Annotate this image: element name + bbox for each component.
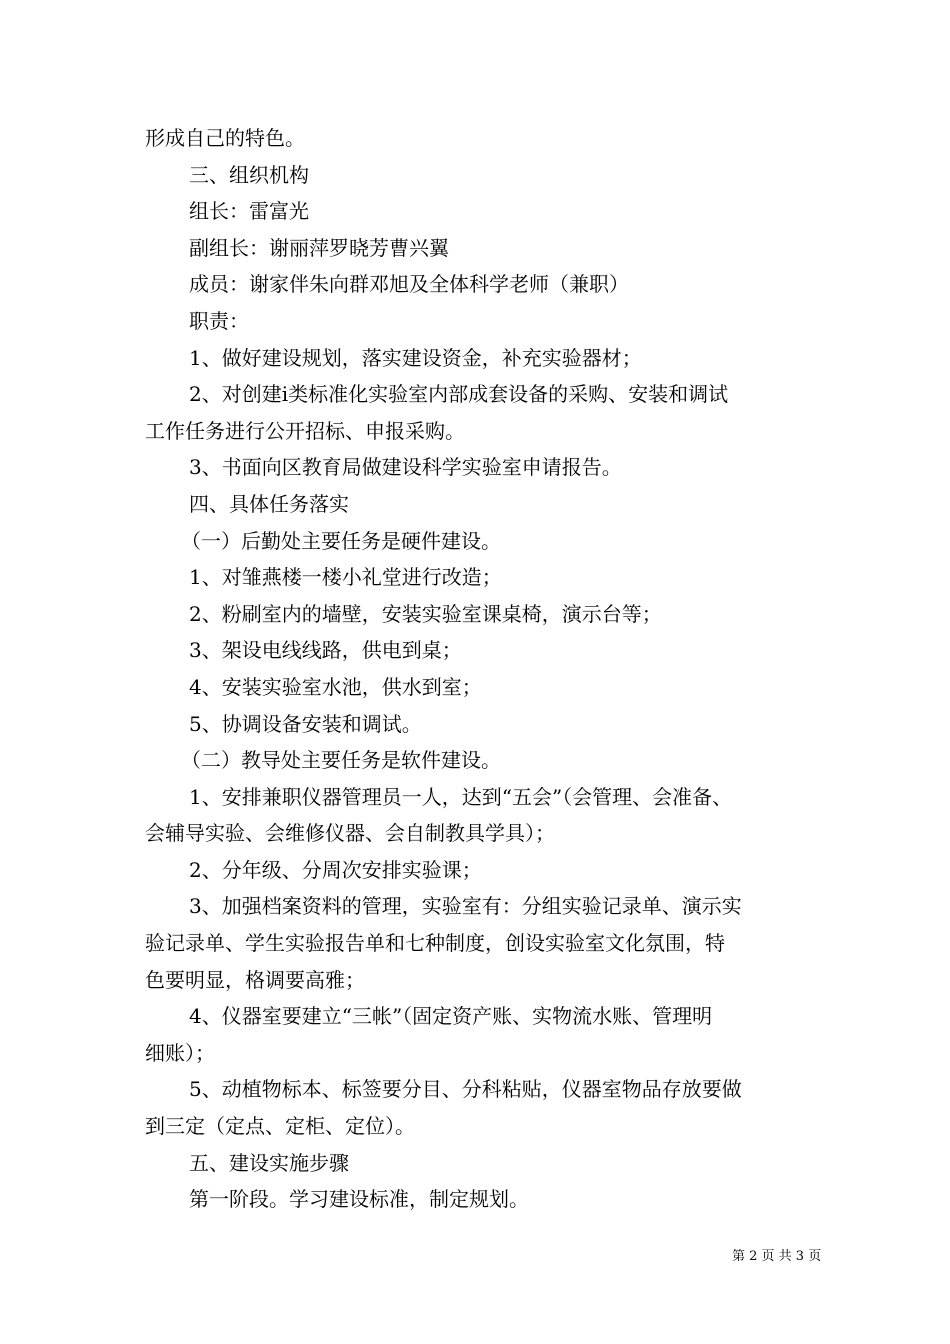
list-item: 2、分年级、分周次安排实验课； xyxy=(189,857,482,882)
list-item-continuation: 色要明显，格调要高雅； xyxy=(145,967,365,992)
list-item: 5、动植物标本、标签要分目、分科粘贴，仪器室物品存放要做 xyxy=(189,1077,742,1102)
list-item: 3、加强档案资料的管理，实验室有：分组实验记录单、演示实 xyxy=(189,894,742,919)
section-heading: 四、具体任务落实 xyxy=(189,491,349,516)
body-line: 形成自己的特色。 xyxy=(145,126,305,150)
list-item-continuation: 到三定（定点、定柜、定位）。 xyxy=(145,1114,415,1139)
list-item: 4、仪器室要建立“三帐”（固定资产账、实物流水账、管理明 xyxy=(189,1004,713,1029)
list-item-continuation: 验记录单、学生实验报告单和七种制度，创设实验室文化氛围，特 xyxy=(145,931,725,956)
list-item: 1、安排兼职仪器管理员一人，达到“五会”（会管理、会准备、 xyxy=(189,784,733,809)
subsection-heading: （一）后勤处主要任务是硬件建设。 xyxy=(181,528,501,553)
list-item: 3、架设电线线路，供电到桌； xyxy=(189,638,462,663)
document-body xyxy=(145,120,825,1218)
list-item: 1、对雏燕楼一楼小礼堂进行改造； xyxy=(189,565,502,590)
body-line: 副组长：谢丽萍罗晓芳曹兴翼 xyxy=(189,235,449,260)
list-item: 5、协调设备安装和调试。 xyxy=(189,711,422,736)
list-item: 1、做好建设规划，落实建设资金，补充实验器材； xyxy=(189,345,642,370)
page-number-footer: 第 2 页 共 3 页 xyxy=(732,1249,822,1264)
subsection-heading: （二）教导处主要任务是软件建设。 xyxy=(181,748,501,773)
list-item-continuation: 细账）； xyxy=(145,1040,215,1065)
list-item: 2、粉刷室内的墙壁，安装实验室课桌椅，演示台等； xyxy=(189,601,662,626)
body-line: 成员：谢家伴朱向群邓旭及全体科学老师（兼职） xyxy=(189,272,629,297)
list-item-continuation: 工作任务进行公开招标、申报采购。 xyxy=(145,418,465,443)
list-item: 4、安装实验室水池，供水到室； xyxy=(189,674,482,699)
body-line: 组长：雷富光 xyxy=(189,199,309,224)
body-line: 职责： xyxy=(189,308,249,333)
section-heading: 五、建设实施步骤 xyxy=(189,1150,349,1175)
list-item: 2、对创建ⅰ类标准化实验室内部成套设备的采购、安装和调试 xyxy=(189,382,729,407)
section-heading: 三、组织机构 xyxy=(189,162,309,187)
body-line: 第一阶段。学习建设标准，制定规划。 xyxy=(189,1187,529,1212)
list-item-continuation: 会辅导实验、会维修仪器、会自制教具学具）； xyxy=(145,821,555,846)
list-item: 3、书面向区教育局做建设科学实验室申请报告。 xyxy=(189,455,622,480)
